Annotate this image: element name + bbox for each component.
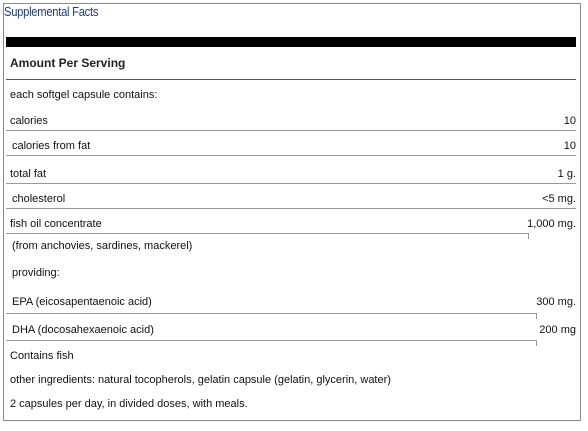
nutrient-label-cholesterol: cholesterol: [12, 193, 66, 205]
nutrient-value-dha: 200 mg: [539, 324, 576, 336]
row-divider: [6, 313, 536, 314]
panel-title: Supplemental Facts: [4, 4, 99, 19]
other-ingredients: other ingredients: natural tocopherols, gelatin capsule (gelatin, glycerin, water): [10, 374, 391, 386]
nutrient-label-epa: EPA (eicosapentaenoic acid): [12, 296, 152, 308]
nutrient-value-calories-from-fat: 10: [563, 140, 576, 152]
row-divider: [6, 340, 536, 341]
nutrient-value-calories: 10: [563, 115, 576, 127]
nutrient-label-dha: DHA (docosahexaenoic acid): [12, 324, 154, 336]
row-divider: [6, 233, 528, 234]
nutrient-label-calories: calories: [10, 115, 48, 127]
nutrient-label-calories-from-fat: calories from fat: [12, 140, 91, 152]
providing-label: providing:: [12, 267, 60, 279]
directions: 2 capsules per day, in divided doses, with meals.: [10, 398, 248, 410]
row-divider: [6, 155, 576, 156]
nutrient-value-epa: 300 mg.: [536, 296, 576, 308]
row-divider: [6, 183, 576, 184]
serving-note: each softgel capsule contains:: [10, 89, 158, 101]
divider-tick: [536, 340, 537, 346]
fish-source-note: (from anchovies, sardines, mackerel): [12, 240, 193, 252]
row-divider: [6, 208, 576, 209]
nutrient-label-total-fat: total fat: [10, 168, 47, 180]
divider-tick: [536, 313, 537, 319]
nutrient-value-cholesterol: <5 mg.: [542, 193, 576, 205]
header-rule: [6, 37, 576, 47]
nutrient-value-total-fat: 1 g.: [557, 168, 576, 180]
amount-per-serving-heading: Amount Per Serving: [10, 56, 126, 70]
row-divider: [6, 130, 576, 131]
divider-tick: [528, 233, 529, 239]
heading-divider: [6, 79, 576, 80]
nutrient-label-fish-oil: fish oil concentrate: [10, 218, 102, 230]
nutrient-value-fish-oil: 1,000 mg.: [527, 218, 576, 230]
allergen-statement: Contains fish: [10, 350, 74, 362]
